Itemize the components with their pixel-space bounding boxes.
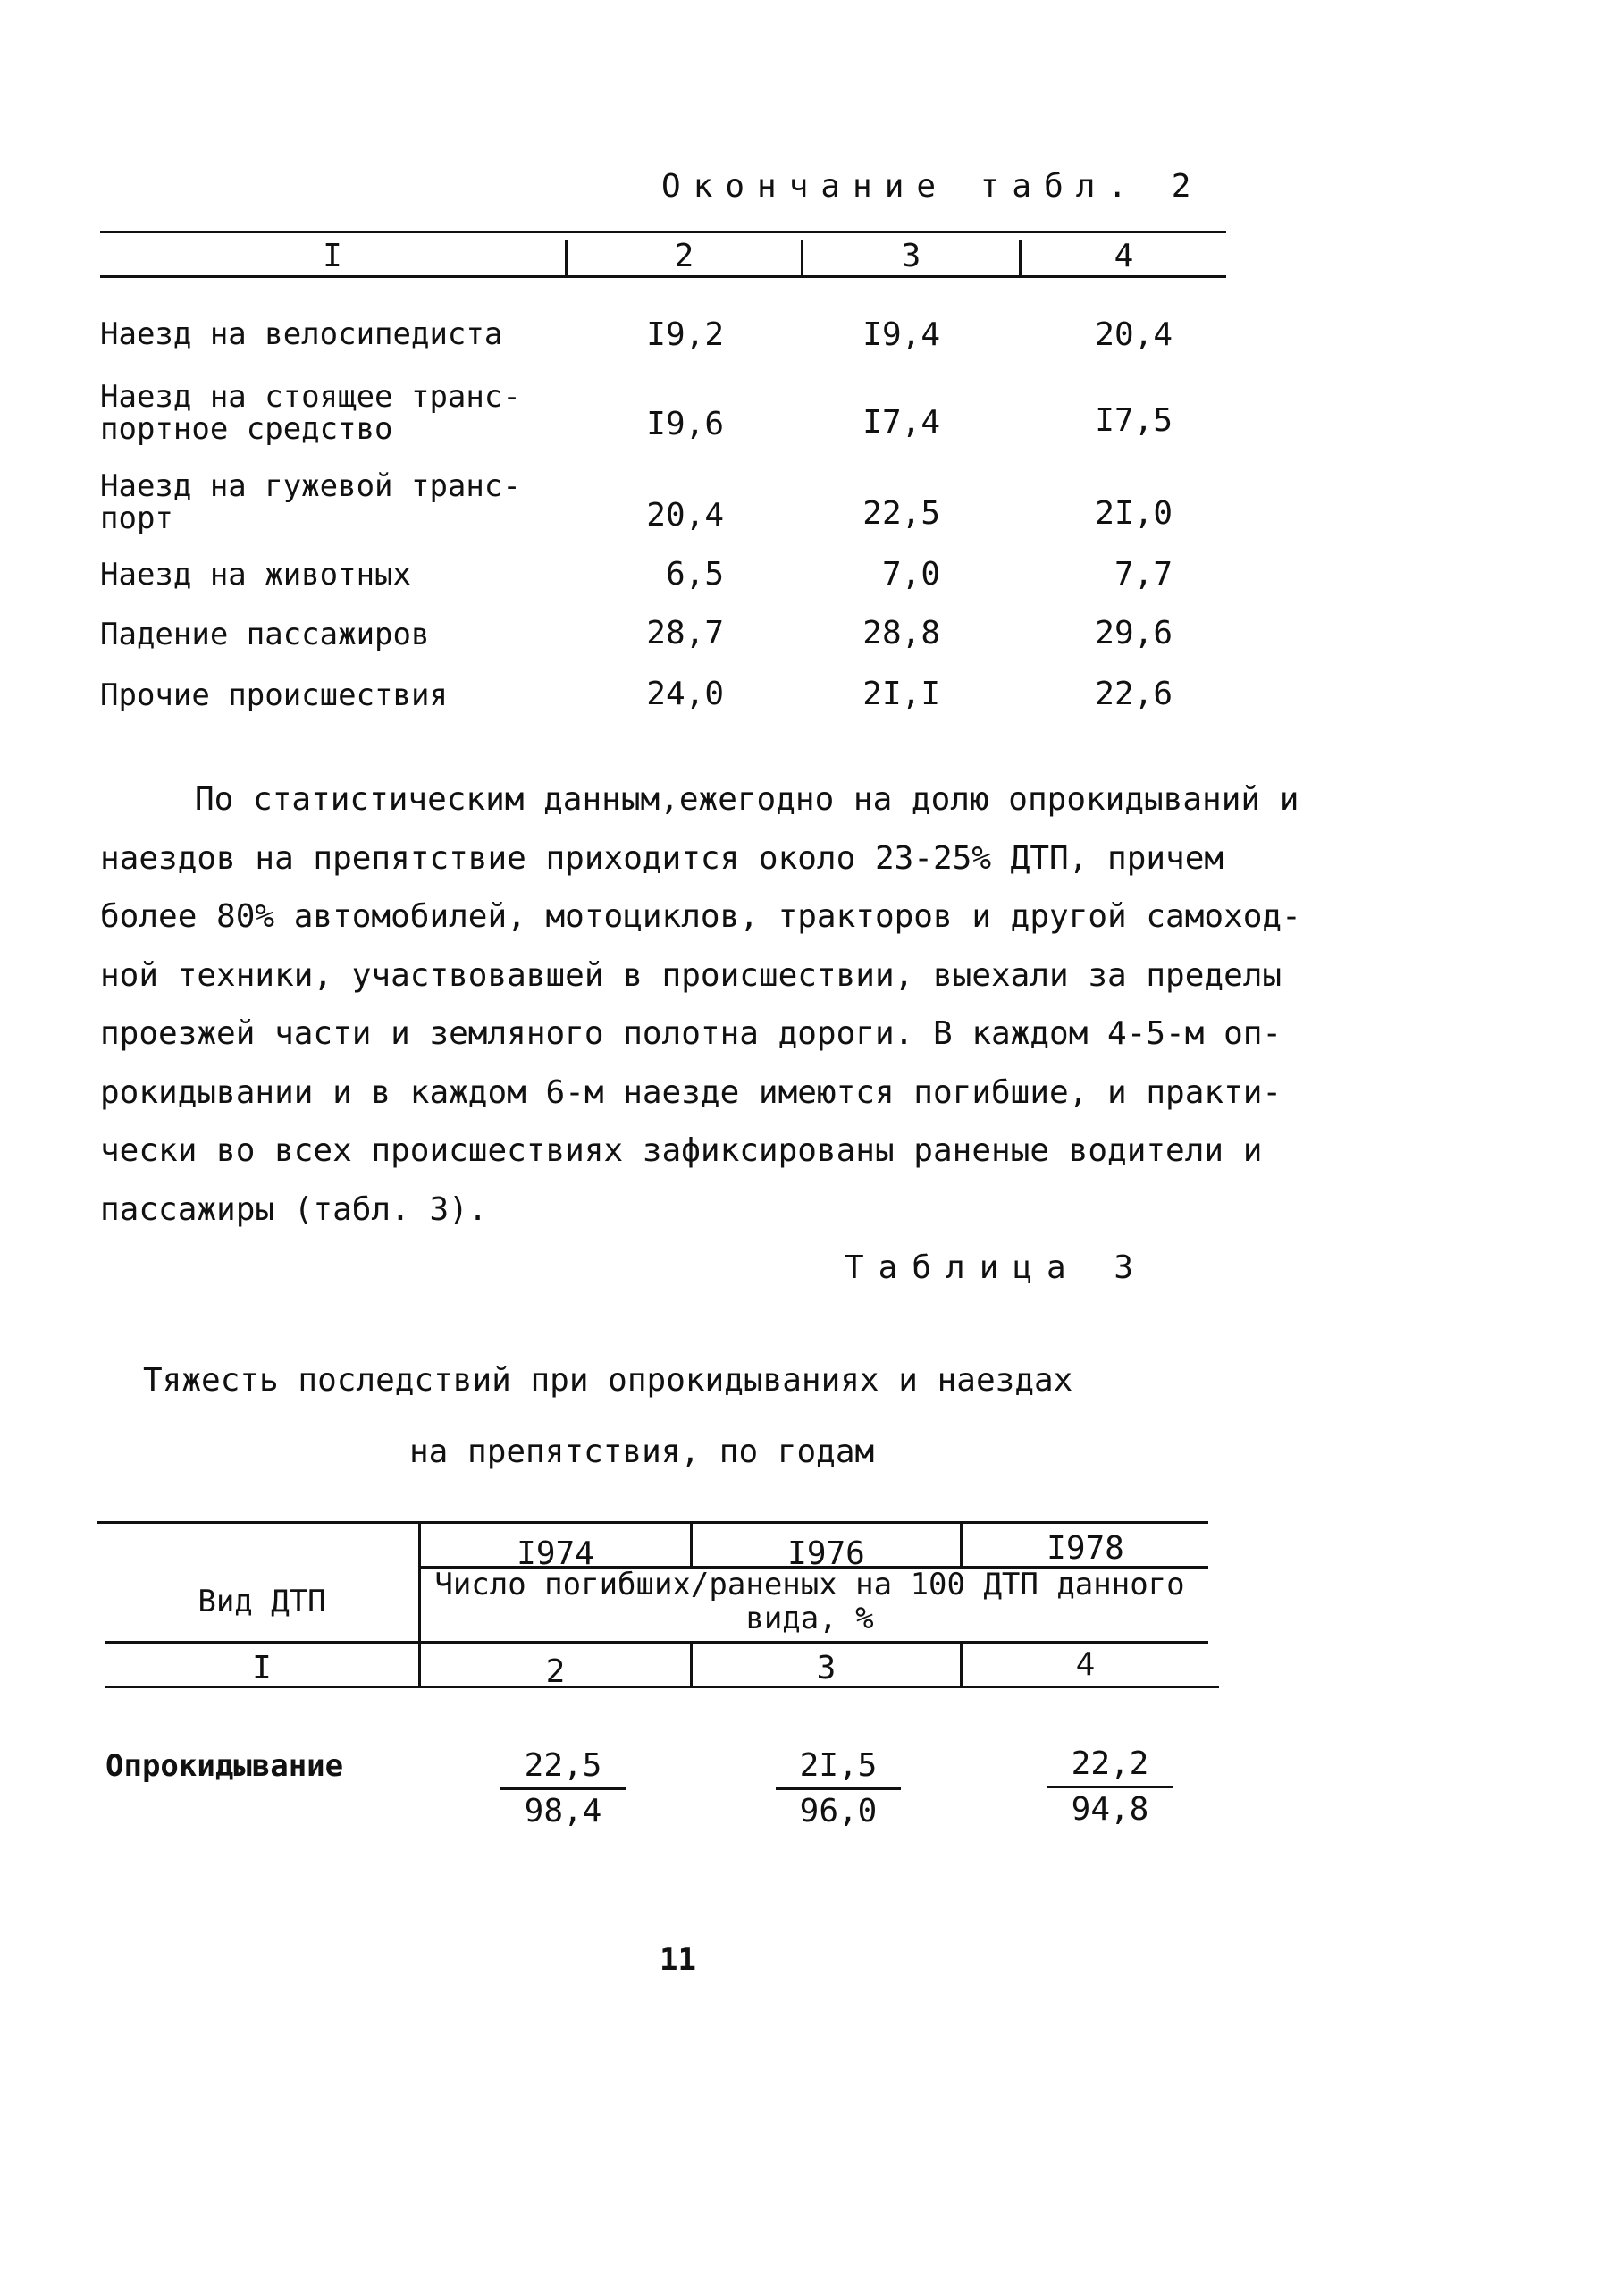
table3-year: I976 <box>787 1535 865 1572</box>
table3-top-rule <box>97 1521 1208 1524</box>
table2-header-cell: 3 <box>901 238 921 274</box>
table3-title <box>143 1345 1126 1488</box>
fraction-numerator: 2I,5 <box>776 1745 901 1790</box>
table2-cell: 28,8 <box>862 615 940 652</box>
table2-cell: 28,7 <box>646 615 724 652</box>
continuation-title: Окончание табл. 2 <box>661 168 1204 205</box>
table2-cell: 2I,0 <box>1095 495 1173 532</box>
table2-cell: I7,4 <box>862 404 940 441</box>
table2-cell: 29,6 <box>1095 615 1173 652</box>
table2-header-rule <box>100 275 1226 278</box>
paragraph-line: ной техники, участвовавшей в происшествии, выехали за пределы <box>100 956 1282 994</box>
table2-row-label: Наезд на гужевой транс-порт <box>100 468 521 536</box>
table3-fraction <box>1047 1743 1173 1831</box>
table2-cell: 20,4 <box>646 497 724 534</box>
paragraph-line: наездов на препятствие приходится около 23-25% ДТП, причем <box>100 839 1224 877</box>
table3-subheader: Число погибших/раненых на 100 ДТП данного вида, % <box>434 1567 1185 1636</box>
paragraph-line: проезжей части и земляного полотна дороги. В каждом 4-5-м оп- <box>100 1015 1282 1052</box>
table3-label: Таблица 3 <box>845 1249 1148 1286</box>
table2-row-label: Прочие происшествия <box>100 677 448 713</box>
table2-header-cell: 4 <box>1114 238 1134 274</box>
table3-header-rule <box>105 1641 1208 1644</box>
fraction-denominator: 96,0 <box>799 1793 878 1829</box>
table2-top-rule <box>100 231 1226 233</box>
table3-fraction <box>500 1745 626 1833</box>
paragraph-line: рокидывании и в каждом 6-м наезде имеются погибшие, и практи- <box>100 1073 1282 1111</box>
table2-row-label: Наезд на стоящее транс-портное средство <box>100 379 521 447</box>
table2-row-label: Наезд на животных <box>100 557 411 593</box>
table3-title-line: на препятствия, по годам <box>409 1434 875 1470</box>
table2-cell: 6,5 <box>665 556 724 593</box>
page-number: 11 <box>660 1942 696 1978</box>
paragraph-line: пассажиры (табл. 3). <box>100 1190 488 1228</box>
table3-title-line: Тяжесть последствий при опрокидываниях и наездах <box>143 1362 1073 1399</box>
table3-year: I974 <box>517 1535 594 1572</box>
fraction-numerator: 22,2 <box>1047 1743 1173 1788</box>
table2-cell: I9,2 <box>646 316 724 353</box>
table2-header-cell: 2 <box>674 238 694 274</box>
table3-row-label: Опрокидывание <box>105 1748 344 1784</box>
table2-cell: 22,6 <box>1095 676 1173 712</box>
body-paragraph <box>100 770 1301 1239</box>
table2-cell: 24,0 <box>646 676 724 712</box>
paragraph-line: чески во всех происшествиях зафиксированы раненые водители и <box>100 1132 1263 1169</box>
table3-col-header: Вид ДТП <box>198 1584 326 1619</box>
fraction-denominator: 98,4 <box>524 1793 602 1829</box>
paragraph-line: более 80% автомобилей, мотоциклов, тракторов и другой самоход- <box>100 898 1301 935</box>
table2-cell: I9,4 <box>862 316 940 353</box>
table3-fraction <box>776 1745 901 1833</box>
table3-numbering-cell: 3 <box>816 1650 837 1686</box>
table3-year: I978 <box>1047 1530 1124 1567</box>
paragraph-line: По статистическим данным,ежегодно на долю опрокидываний и <box>195 781 1299 818</box>
table2-cell: 7,7 <box>1114 556 1173 593</box>
table3-numbering-cell: I <box>252 1650 272 1686</box>
table2-cell: I9,6 <box>646 406 724 442</box>
table3-numbering-cell: 4 <box>1075 1646 1096 1683</box>
fraction-numerator: 22,5 <box>500 1745 626 1790</box>
table3-numbering-cell: 2 <box>545 1653 566 1690</box>
table2-header-cell: I <box>323 238 342 274</box>
table2-row-label: Падение пассажиров <box>100 617 430 652</box>
table2-cell: 22,5 <box>862 495 940 532</box>
table2-row-label: Наезд на велосипедиста <box>100 316 503 352</box>
fraction-denominator: 94,8 <box>1071 1791 1149 1828</box>
table2-cell: 7,0 <box>881 556 940 593</box>
table2-cell: I7,5 <box>1095 402 1173 439</box>
table2-cell: 2I,I <box>862 676 940 712</box>
table2-cell: 20,4 <box>1095 316 1173 353</box>
